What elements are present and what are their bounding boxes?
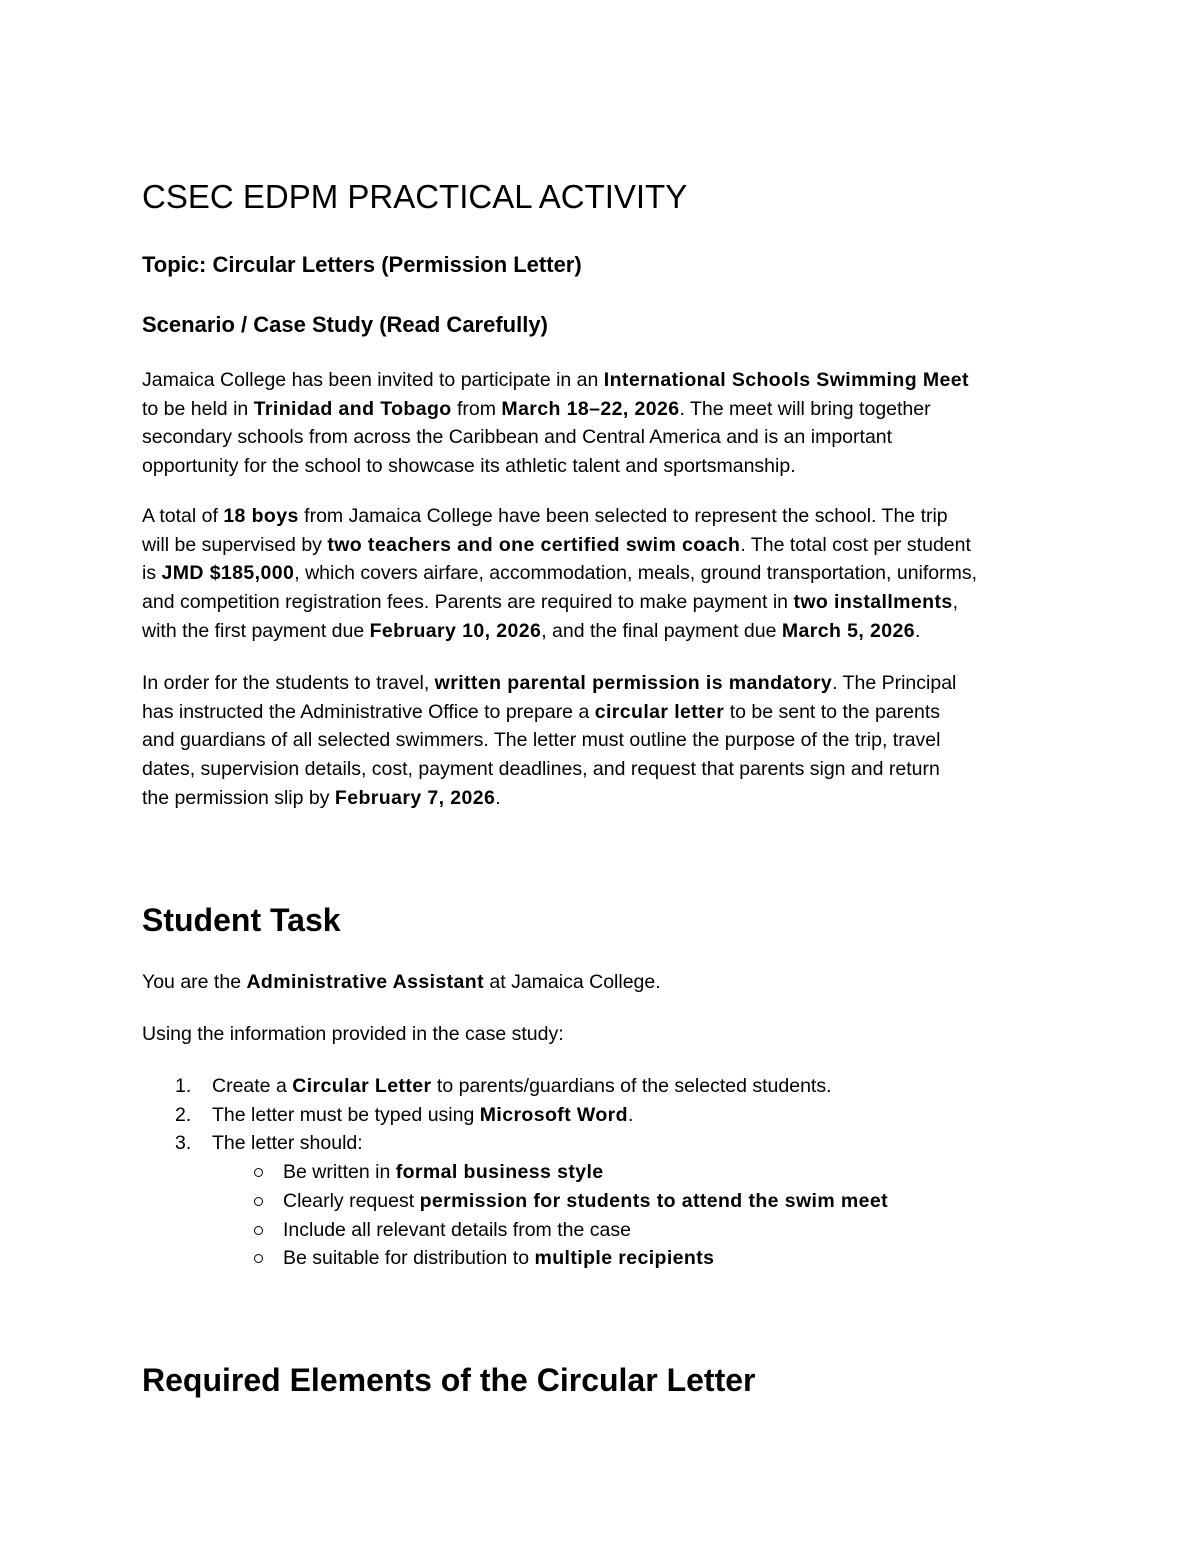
- page-title: CSEC EDPM PRACTICAL ACTIVITY: [142, 178, 688, 215]
- text: will be supervised by: [142, 533, 328, 556]
- topic-heading: Topic: Circular Letters (Permission Letter): [142, 252, 582, 277]
- text-line: [142, 669, 956, 698]
- list-item: [142, 1072, 888, 1101]
- hollow-bullet-icon: [254, 1168, 263, 1177]
- text: to parents/guardians of the selected students.: [431, 1075, 832, 1097]
- text: Include all relevant details from the case: [283, 1218, 631, 1241]
- instructions-intro: [142, 1020, 564, 1049]
- list-item: [142, 1129, 888, 1158]
- text: Be suitable for distribution to: [283, 1247, 535, 1270]
- list-number: 1.: [175, 1075, 192, 1097]
- bold-text: March 18–22, 2026: [501, 397, 680, 420]
- text: .: [915, 619, 921, 642]
- text: to be sent to the parents: [724, 700, 941, 723]
- text-line: [142, 1020, 564, 1049]
- text: . The Principal: [832, 672, 957, 694]
- sub-list-item: [142, 1187, 888, 1216]
- bold-text: Circular Letter: [292, 1075, 432, 1097]
- sub-list-item: [142, 1216, 888, 1245]
- student-task-heading: Student Task: [142, 902, 341, 938]
- bold-text: International Schools Swimming Meet: [603, 369, 969, 391]
- bold-text: two teachers and one certified swim coach: [327, 533, 741, 556]
- text-line: [142, 726, 956, 755]
- text-line: [142, 502, 977, 531]
- text-line: [142, 617, 977, 646]
- text: . The meet will bring together: [679, 397, 931, 420]
- text: , and the final payment due: [541, 619, 782, 642]
- scenario-heading: Scenario / Case Study (Read Carefully): [142, 312, 548, 337]
- task-list: [142, 1072, 888, 1273]
- bold-text: JMD $185,000: [161, 562, 295, 585]
- text: opportunity for the school to showcase its athletic talent and sportsmanship.: [142, 455, 796, 478]
- hollow-bullet-icon: [254, 1226, 263, 1235]
- hollow-bullet-icon: [254, 1254, 263, 1263]
- text-line: [142, 755, 956, 784]
- text: dates, supervision details, cost, payment deadlines, and request that parents sign and return: [142, 758, 940, 781]
- text-line: [142, 531, 977, 560]
- bold-text: circular letter: [594, 700, 725, 723]
- text-line: [142, 366, 969, 395]
- text: Jamaica College has been invited to participate in an: [142, 369, 604, 391]
- text-line: [142, 423, 969, 452]
- text: at Jamaica College.: [483, 971, 661, 993]
- bold-text: 18 boys: [223, 505, 299, 527]
- text: You are the: [142, 971, 247, 993]
- text-line: [142, 559, 977, 588]
- list-item: [142, 1101, 888, 1130]
- scenario-paragraph-1: [142, 366, 969, 481]
- list-number: 2.: [175, 1103, 192, 1126]
- bold-text: Trinidad and Tobago: [253, 397, 452, 420]
- text: the permission slip by: [142, 786, 335, 809]
- text-line: [142, 698, 956, 727]
- text: . The total cost per student: [740, 533, 971, 556]
- text: , which covers airfare, accommodation, meals, ground transportation, uniforms,: [294, 562, 978, 585]
- text: from Jamaica College have been selected to represent the school. The trip: [298, 505, 948, 527]
- role-statement: [142, 968, 661, 997]
- text: .: [627, 1103, 634, 1126]
- text: is: [142, 562, 162, 585]
- text: Be written in: [283, 1161, 396, 1184]
- text-line: [142, 395, 969, 424]
- hollow-bullet-icon: [254, 1197, 263, 1206]
- bold-text: permission for students to attend the swim meet: [419, 1189, 889, 1212]
- bold-text: Microsoft Word: [479, 1103, 628, 1126]
- text: and competition registration fees. Parents are required to make payment in: [142, 591, 794, 614]
- text-line: [142, 968, 661, 997]
- bold-text: two installments: [793, 591, 953, 614]
- text: In order for the students to travel,: [142, 672, 435, 694]
- text-line: [142, 452, 969, 481]
- text: to be held in: [142, 397, 254, 420]
- scenario-paragraph-2: [142, 502, 977, 646]
- bold-text: multiple recipients: [534, 1247, 715, 1270]
- text: Using the information provided in the case study:: [142, 1023, 564, 1045]
- scenario-paragraph-3: [142, 669, 956, 813]
- required-elements-heading: Required Elements of the Circular Letter: [142, 1362, 756, 1398]
- bold-text: formal business style: [395, 1161, 604, 1184]
- text: secondary schools from across the Caribbean and Central America and is an important: [142, 426, 893, 449]
- text: .: [495, 786, 501, 809]
- bold-text: March 5, 2026: [781, 619, 915, 642]
- text-line: [142, 784, 956, 813]
- text: ,: [952, 591, 959, 614]
- text: The letter should:: [212, 1132, 363, 1155]
- bold-text: Administrative Assistant: [246, 971, 484, 993]
- text: The letter must be typed using: [212, 1103, 480, 1126]
- text-line: [142, 588, 977, 617]
- text: and guardians of all selected swimmers. The letter must outline the purpose of the trip, travel: [142, 729, 941, 752]
- text: A total of: [142, 505, 224, 527]
- bold-text: February 7, 2026: [334, 786, 496, 809]
- text: Clearly request: [283, 1189, 420, 1212]
- text: from: [451, 397, 502, 420]
- text: Create a: [212, 1075, 293, 1097]
- sub-list-item: [142, 1244, 888, 1273]
- list-number: 3.: [175, 1132, 192, 1155]
- sub-list-item: [142, 1158, 888, 1187]
- bold-text: February 10, 2026: [369, 619, 542, 642]
- text: with the first payment due: [142, 619, 370, 642]
- bold-text: written parental permission is mandatory: [434, 672, 833, 694]
- text: has instructed the Administrative Office to prepare a: [142, 700, 595, 723]
